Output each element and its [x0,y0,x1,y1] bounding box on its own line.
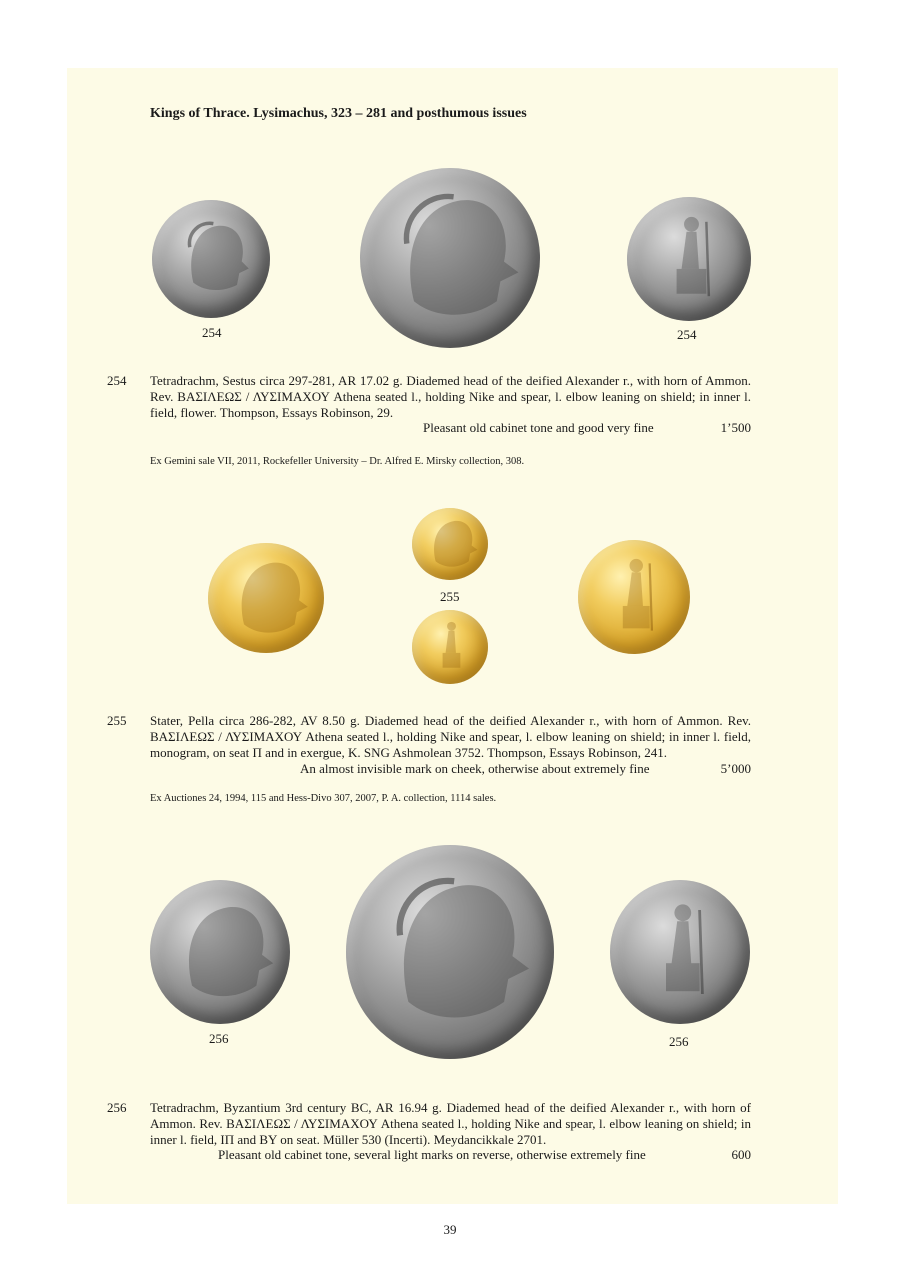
lot-grade-255: An almost invisible mark on cheek, otherwise about extremely fine [300,761,650,776]
athena-seated-icon [610,880,750,1024]
athena-seated-icon [412,610,488,684]
lot-description-255: Stater, Pella circa 286-282, AV 8.50 g. Diademed head of the deified Alexander r., with horn of Ammon. Rev. ΒΑΣΙΛΕΩΣ / ΛΥΣΙΜΑΧΟΥ Athena seated l., holding Nike and spear, l. elbow leaning on shield; in inner l. field, monogram, on seat Π and in exergue, K. SNG Ashmolean 3752. Thompson, Essays Robinson, 241. [150,713,751,760]
lot-grade-256: Pleasant old cabinet tone, several light marks on reverse, otherwise extremely fine [218,1147,646,1162]
page-title: Kings of Thrace. Lysimachus, 323 – 281 and posthumous issues [150,106,527,121]
lot-description-254: Tetradrachm, Sestus circa 297-281, AR 17.02 g. Diademed head of the deified Alexander r., with horn of Ammon. Rev. ΒΑΣΙΛΕΩΣ / ΛΥΣΙΜΑΧΟΥ Athena seated l., holding Nike and spear, l. elbow leaning on shield; in inner l. field, flower. Thompson, Essays Robinson, 29. [150,373,751,420]
coin-256-obverse-small [150,880,290,1024]
image-label-256a: 256 [209,1031,229,1046]
alexander-head-icon [412,508,488,580]
coin-254-obverse-small [152,200,270,318]
lot-number-256: 256 [107,1100,127,1115]
lot-number-254: 254 [107,373,127,388]
image-label-254a: 254 [202,325,222,340]
alexander-head-icon [150,880,290,1024]
lot-provenance-254: Ex Gemini sale VII, 2011, Rockefeller University – Dr. Alfred E. Mirsky collection, 308. [150,456,525,467]
lot-price-254: 1’500 [720,420,751,435]
lot-grade-254: Pleasant old cabinet tone and good very fine [423,420,654,435]
coin-254-reverse [627,197,751,321]
coin-255-reverse-large [578,540,690,654]
image-label-256b: 256 [669,1034,689,1049]
lot-number-255: 255 [107,713,127,728]
lot-provenance-255: Ex Auctiones 24, 1994, 115 and Hess-Divo 307, 2007, P. A. collection, 1114 sales. [150,793,497,804]
alexander-head-icon [208,543,324,653]
page-number: 39 [443,1222,457,1237]
athena-seated-icon [578,540,690,654]
coin-256-obverse-large [346,845,554,1059]
coin-254-obverse-large [360,168,540,348]
coin-255-obverse-large [208,543,324,653]
alexander-head-icon [346,845,554,1059]
image-label-254b: 254 [677,327,697,342]
image-label-255: 255 [440,589,460,604]
alexander-head-icon [360,168,540,348]
alexander-head-icon [152,200,270,318]
coin-255-obverse-small [412,508,488,580]
lot-description-256: Tetradrachm, Byzantium 3rd century BC, AR 16.94 g. Diademed head of the deified Alexander r., with horn of Ammon. Rev. ΒΑΣΙΛΕΩΣ / ΛΥΣΙΜΑΧΟΥ Athena seated l., holding Nike and spear, l. elbow leaning on shield; in inner l. field, IΠ and BY on seat. Müller 530 (Incerti). Meydancikkale 2701. [150,1100,751,1147]
coin-256-reverse [610,880,750,1024]
lot-price-256: 600 [731,1147,751,1162]
lot-price-255: 5’000 [720,761,751,776]
athena-seated-icon [627,197,751,321]
coin-255-reverse-small [412,610,488,684]
